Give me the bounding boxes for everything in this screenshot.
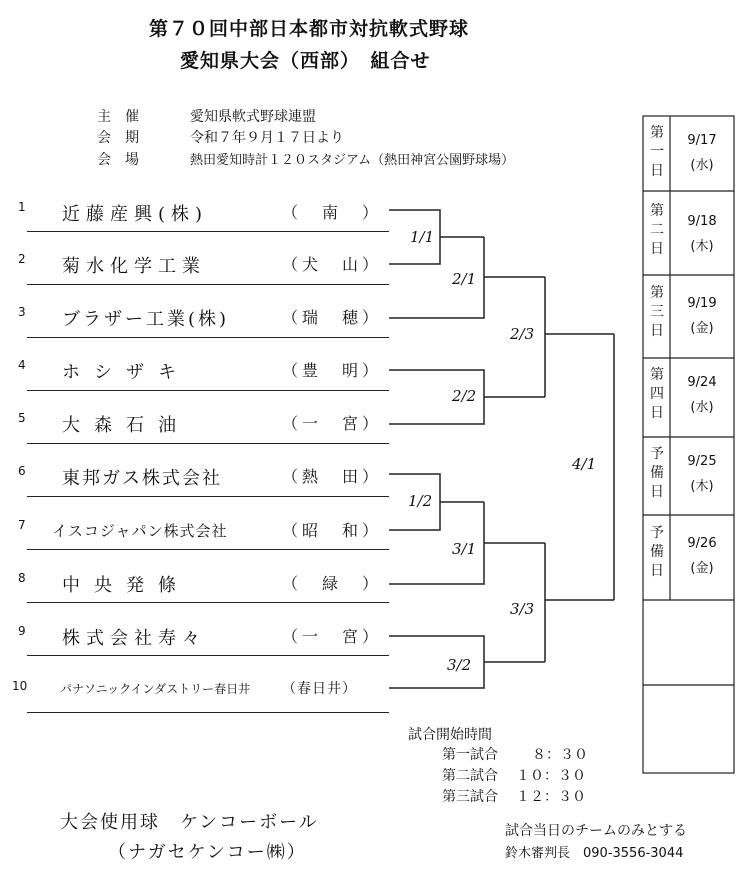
ball-manufacturer: （ナガセケンコー㈱） — [108, 842, 307, 863]
team-city: （春日井） — [282, 681, 357, 697]
team-name: 大森石油 — [62, 415, 190, 436]
team-number: 10 — [12, 679, 28, 693]
team-number: 3 — [18, 305, 26, 319]
match-label-1-2: 1/2 — [408, 492, 433, 510]
schedule-weekday-4: (水) — [690, 400, 714, 415]
info-period-label: 会 期 — [97, 130, 139, 146]
schedule-weekday-2: (木) — [690, 239, 714, 254]
info-venue-value: 熱田愛知時計１２０スタジアム（熱田神宮公園野球場） — [190, 153, 515, 168]
team-city: （瑞 穂） — [282, 308, 383, 327]
schedule-weekday-3: (金) — [690, 321, 714, 336]
info-organizer-value: 愛知県軟式野球連盟 — [190, 109, 316, 125]
team-name: イスコジャパン株式会社 — [52, 522, 228, 540]
schedule-date-1: 9/17 — [687, 133, 717, 148]
schedule-weekday-1: (水) — [690, 158, 714, 173]
match-label-final: 4/1 — [572, 455, 597, 473]
team-name: 近藤産興(株) — [62, 204, 209, 225]
schedule-date-5: 9/25 — [687, 454, 717, 469]
match-label-3-3: 3/3 — [510, 600, 535, 618]
start-time-value-1: ８：３０ — [532, 747, 588, 763]
team-number: 9 — [18, 624, 26, 638]
team-name: 東邦ガス株式会社 — [62, 468, 222, 489]
match-label-3-2: 3/2 — [447, 656, 472, 674]
footer-contact: 鈴木審判長 090-3556-3044 — [505, 846, 684, 861]
team-city: （昭 和） — [282, 521, 383, 540]
team-city: （豊 明） — [282, 361, 383, 380]
team-city: （熱 田） — [282, 467, 383, 486]
team-city: （一 宮） — [282, 414, 383, 433]
schedule-day-3: 第 三 日 — [650, 285, 664, 339]
team-city: （一 宮） — [282, 627, 383, 646]
team-number: 4 — [18, 358, 26, 372]
schedule-weekday-6: (金) — [690, 561, 714, 576]
team-number: 2 — [18, 252, 26, 266]
team-number: 7 — [18, 518, 26, 532]
team-name: パナソニックインダストリー春日井 — [60, 682, 251, 696]
schedule-date-6: 9/26 — [687, 536, 717, 551]
match-label-3-1: 3/1 — [452, 540, 477, 558]
team-name: ブラザー工業(株) — [62, 309, 230, 330]
page-subtitle: 愛知県大会（西部） 組合せ — [180, 50, 431, 72]
info-organizer-label: 主 催 — [97, 109, 139, 125]
page-title: 第７０回中部日本都市対抗軟式野球 — [149, 18, 470, 40]
schedule-day-6: 予 備 日 — [650, 525, 664, 579]
info-period-value: 令和７年９月１７日より — [190, 130, 344, 146]
team-name: 中央発條 — [62, 575, 190, 596]
team-name: 株式会社寿々 — [62, 628, 206, 649]
start-time-label-1: 第一試合 — [442, 747, 498, 763]
team-number: 1 — [18, 200, 26, 214]
match-label-2-2: 2/2 — [452, 387, 477, 405]
info-venue-label: 会 場 — [97, 152, 139, 168]
start-time-value-2: １０：３０ — [516, 768, 586, 784]
team-city: （ 南 ） — [282, 203, 383, 222]
official-ball: 大会使用球 ケンコーボール — [60, 812, 319, 833]
team-city: （ 緑 ） — [282, 574, 383, 593]
team-city: （犬 山） — [282, 255, 383, 274]
match-label-2-1: 2/1 — [452, 270, 477, 288]
start-time-label-3: 第三試合 — [442, 789, 498, 805]
start-time-value-3: １２：３０ — [516, 789, 586, 805]
footer-note: 試合当日のチームのみとする — [505, 823, 687, 839]
team-name: ホシザキ — [62, 362, 190, 383]
schedule-day-4: 第 四 日 — [650, 367, 664, 421]
schedule-date-4: 9/24 — [687, 375, 717, 390]
team-number: 6 — [18, 464, 26, 478]
schedule-day-2: 第 二 日 — [650, 203, 664, 257]
match-label-1-1: 1/1 — [410, 228, 435, 246]
schedule-weekday-5: (木) — [690, 479, 714, 494]
schedule-day-1: 第 一 日 — [650, 125, 664, 179]
start-times-heading: 試合開始時間 — [408, 727, 492, 743]
team-number: 5 — [18, 411, 26, 425]
start-time-label-2: 第二試合 — [442, 768, 498, 784]
schedule-date-3: 9/19 — [687, 296, 717, 311]
team-number: 8 — [18, 571, 26, 585]
schedule-date-2: 9/18 — [687, 214, 717, 229]
schedule-day-5: 予 備 日 — [650, 446, 664, 500]
match-label-2-3: 2/3 — [510, 325, 535, 343]
team-name: 菊水化学工業 — [62, 256, 206, 277]
